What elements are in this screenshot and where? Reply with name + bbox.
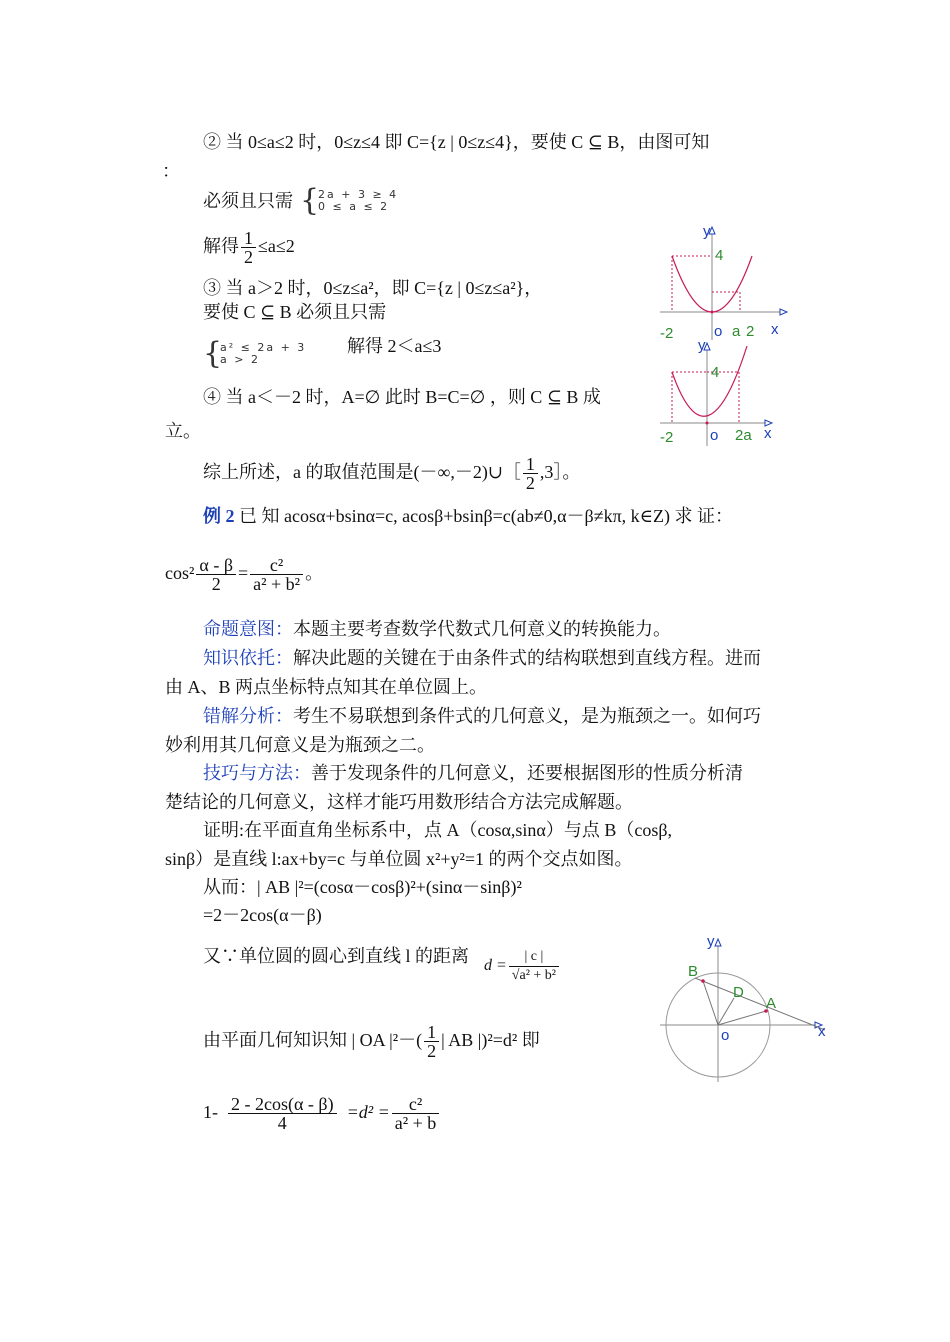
error-text1: 考生不易联想到条件式的几何意义，是为瓶颈之一。如何巧: [293, 706, 761, 726]
example2-fraction2-num: c²: [250, 556, 303, 575]
proof-line7-num2: c²: [392, 1095, 440, 1114]
graph3-point-B: [701, 979, 705, 983]
tech-label: 技巧与方法：: [203, 763, 311, 783]
proof-line7-den2: a² + b: [394, 1113, 437, 1134]
tech-line2: 楚结论的几何意义，这样才能巧用数形结合方法完成解题。: [165, 792, 633, 812]
graph3-label-A: A: [766, 995, 777, 1012]
error-label: 错解分析：: [203, 706, 293, 726]
proof-line6-pre: 由平面几何知识知 | OA |²－(: [203, 1030, 423, 1050]
example2-fraction1-den: 2: [211, 574, 221, 595]
case2-line3: [203, 224, 295, 268]
case3-line1: ③ 当 a＞2 时，0≤z≤a²，即 C={z | 0≤z≤a²}，: [203, 278, 543, 298]
distance-lhs: d =: [484, 957, 507, 974]
case3-system: [220, 342, 306, 366]
case2-fraction: [241, 229, 256, 266]
error-line1: [203, 705, 761, 727]
example2-label: 例 2: [203, 506, 235, 526]
distance-num: | c |: [509, 948, 559, 967]
graph2-label-y: y: [698, 337, 706, 354]
proof-line7-pre: 1-: [203, 1102, 218, 1122]
graph3-label-o: o: [721, 1027, 730, 1044]
case2-brace: {: [300, 183, 320, 218]
case2-system: [318, 189, 398, 213]
graph2-label-o: o: [710, 427, 719, 444]
proof-line7-fraction2: [392, 1095, 440, 1132]
graph1-label-4: 4: [715, 247, 724, 264]
example2-formula: [165, 548, 323, 598]
case2-system-row1: 2a + 3 ≥ 4: [318, 188, 399, 201]
basis-line2: 由 A、B 两点坐标特点知其在单位圆上。: [165, 677, 488, 697]
intent-text: 本题主要考查数学代数式几何意义的转换能力。: [293, 619, 671, 639]
graph3-line-l: [695, 978, 825, 1030]
example2-statement: 已 知 acosα+bsinα=c, acosβ+bsinβ=c(ab≠0,α－β≠kπ, k∈Z) 求 证：: [234, 506, 733, 526]
case2-line1: ② 当 0≤a≤2 时，0≤z≤4 即 C={z | 0≤z≤4}，要使 C ⊆ B，由图可知: [203, 132, 710, 152]
tech-text1: 善于发现条件的几何意义，还要根据图形的性质分析清: [311, 763, 743, 783]
case4-line2: 立。: [165, 421, 201, 441]
graph1-x-arrow-icon: [780, 309, 787, 315]
proof-line6-post: | AB |)²=d² 即: [441, 1030, 540, 1050]
example2-fraction1: [196, 556, 236, 593]
proof-line1: 证明:在平面直角坐标系中，点 A（cosα,sinα）与点 B（cosβ,: [203, 820, 673, 840]
tech-line1: [203, 762, 743, 784]
example2-fraction1-num: α - β: [196, 556, 236, 575]
case2-system-row2: 0 ≤ a ≤ 2: [318, 200, 390, 213]
basis-text1: 解决此题的关键在于由条件式的结构联想到直线方程。进而: [293, 648, 761, 668]
graph1-label-2: 2: [746, 323, 755, 340]
distance-fraction: [509, 948, 559, 985]
graph-case3: [655, 334, 790, 449]
summary-post: ,3］。: [539, 462, 581, 482]
summary-fraction-den: 2: [525, 473, 535, 494]
example2-line: [203, 505, 733, 527]
case3-line3: 解得 2＜a≤3: [347, 336, 442, 356]
case3-line2: 要使 C ⊆ B 必须且只需: [203, 302, 387, 322]
graph1-label-o: o: [714, 323, 723, 340]
intent-line: [203, 618, 671, 640]
graph3-label-D: D: [733, 984, 744, 1001]
graph1-label-a: a: [732, 323, 741, 340]
proof-line6-fraction: [424, 1023, 439, 1060]
case2-line1-tail: ：: [162, 161, 180, 181]
graph2-vertex: [706, 422, 709, 425]
summary-fraction-num: 1: [523, 455, 538, 474]
proof-line4: =2－2cos(α－β): [203, 905, 322, 925]
graph1-vertex: [711, 311, 714, 314]
graph2-label-neg2: -2: [660, 429, 674, 446]
summary-pre: 综上所述，a 的取值范围是(－∞,－2)∪［: [203, 462, 521, 482]
graph2-parabola: [672, 346, 747, 416]
case2-line2: 必须且只需: [203, 191, 293, 211]
graph2-label-4: 4: [711, 364, 720, 381]
graph3-y-arrow-icon: [715, 939, 721, 946]
proof-line6-num: 1: [424, 1023, 439, 1042]
example2-cos: cos²: [165, 563, 195, 583]
proof-line6-den: 2: [427, 1041, 437, 1062]
proof-line3: 从而：| AB |²=(cosα－cosβ)²+(sinα－sinβ)²: [203, 877, 522, 897]
proof-line7-mid: =d² =: [346, 1102, 390, 1122]
example2-end: 。: [305, 563, 324, 583]
graph2-label-x: x: [764, 425, 772, 442]
graph-unit-circle: [655, 930, 835, 1085]
graph2-label-2a: 2a: [735, 427, 752, 444]
case2-fraction-num: 1: [241, 229, 256, 248]
basis-label: 知识依托：: [203, 648, 293, 668]
proof-line7-fraction1: [228, 1095, 337, 1132]
distance-den: √a² + b²: [511, 967, 556, 983]
case3-system-row2: a > 2: [220, 353, 260, 366]
example2-equals: =: [237, 563, 249, 583]
basis-line1: [203, 647, 761, 669]
proof-line7: [203, 1084, 441, 1140]
example2-fraction2-den: a² + b²: [253, 574, 301, 595]
case2-line3-post: ≤a≤2: [258, 236, 295, 256]
proof-line5: 又∵单位圆的圆心到直线 l 的距离: [203, 946, 469, 966]
case2-line3-pre: 解得: [203, 236, 239, 256]
graph3-label-B: B: [688, 963, 699, 980]
distance-formula: [484, 940, 561, 992]
graph3-segment-OB: [703, 981, 718, 1025]
summary-fraction: [523, 455, 538, 492]
graph3-label-x: x: [818, 1023, 826, 1040]
summary-line: [203, 450, 580, 494]
proof-line6: [203, 1018, 540, 1062]
proof-line7-num1: 2 - 2cos(α - β): [228, 1095, 337, 1114]
graph-case2: [655, 222, 790, 344]
graph1-label-neg2: -2: [660, 325, 674, 342]
example2-fraction2: [250, 556, 303, 593]
case2-fraction-den: 2: [244, 247, 253, 268]
graph1-label-y: y: [703, 223, 711, 240]
case3-brace: {: [203, 336, 223, 371]
case4-line1: ④ 当 a＜－2 时，A=∅ 此时 B=C=∅ ，则 C ⊆ B 成: [203, 387, 601, 407]
proof-line2: sinβ）是直线 l:ax+by=c 与单位圆 x²+y²=1 的两个交点如图。: [165, 849, 633, 869]
case3-system-row1: a² ≤ 2a + 3: [220, 341, 307, 354]
graph1-label-x: x: [771, 321, 779, 338]
intent-label: 命题意图：: [203, 619, 293, 639]
error-line2: 妙利用其几何意义是为瓶颈之二。: [165, 735, 435, 755]
proof-line7-den1: 4: [277, 1113, 287, 1134]
graph3-label-y: y: [707, 933, 715, 950]
